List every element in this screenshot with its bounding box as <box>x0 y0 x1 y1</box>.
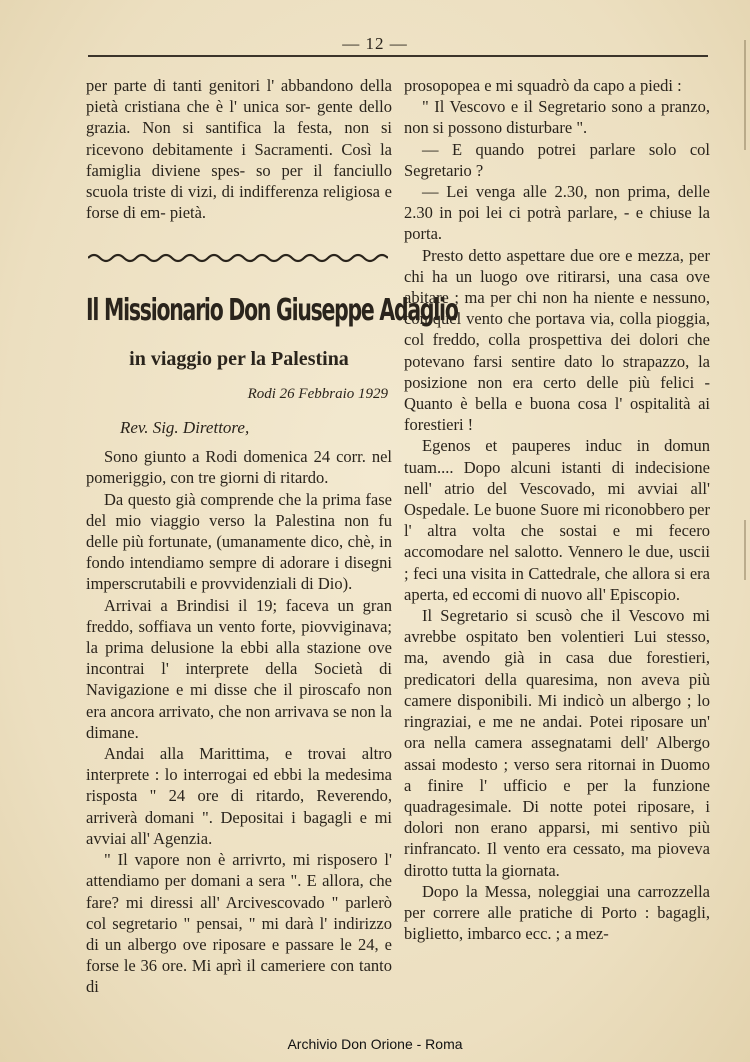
salutation: Rev. Sig. Direttore, <box>120 418 250 438</box>
dateline: Rodi 26 Febbraio 1929 <box>247 385 388 402</box>
page-edge-mark <box>744 40 746 150</box>
header-rule <box>88 55 708 57</box>
text-line: gente dello grazia. Non si santifica la <box>86 97 393 138</box>
ornament-divider <box>88 251 388 265</box>
text-line: per parte di tanti genitori l' abbandono <box>86 76 354 95</box>
paragraph: Sono giunto a Rodi domenica 24 corr. nel pomeriggio, con tre giorni di ritardo. <box>86 447 392 488</box>
paragraph: Egenos et pauperes induc in domun tuam.... Dopo alcuni istanti di indecisione nell' atrio del Vescovado, mi avviai all' Ospedale. Le buone Suore mi riconobbero per l' altra volta che sostai e mi fecero accomodare nel salotto. Vennero le due, uscii ; feci una visita in Cattedrale, che allora si era aperta, ed eccomi di nuovo all' Episcopio. <box>404 436 710 604</box>
paragraph: Arrivai a Brindisi il 19; faceva un gran freddo, soffiava un vento forte, piovviginava; la prima delusione la ebbi alla stazione ove incontrai l' interprete della Società di Navigazione e mi disse che il piroscafo non era ancora arrivato, che non arrivava se non la dimane. <box>86 595 392 742</box>
article-title: Il Missionario Don Giuseppe Adaglio <box>86 292 458 328</box>
text-line: pietà. <box>169 203 207 223</box>
text-line: so per il fanciullo scuola triste di vizi, <box>86 160 392 202</box>
paragraph: Dopo la Messa, noleggiai una carrozzella per correre alle pratiche di Porto : bagagli, biglietto, imbarco ecc. ; a mez- <box>404 881 710 944</box>
page-number: — 12 — <box>342 34 408 53</box>
text-line: Sacramenti. Così la famiglia diviene spes- <box>86 139 393 180</box>
paragraph: Il Segretario si scusò che il Vescovo mi avrebbe ospitato ben volentieri Lui stesso, ma, avendo già in casa due forestieri, predicatori della quaresima, non aveva più camere disponibili. Mi indicò un albergo ; lo ringraziai, e me ne andai. Potei riposare un' ora nella camera assegnatami dell' Albergo assai modesto ; verso sera ritornai in Duomo a finire l' ufficio e per la funzione quadragesimale. Di notte potei riposare, i dolori non erano apparsi, mi sentivo più rinfrancato. Il vento era cessato, ma pioveva dirotto tutta la giornata. <box>404 606 710 880</box>
paragraph: Andai alla Marittima, e trovai altro interprete : lo interrogai ed ebbi la medesima risposta " 24 ore di ritardo, Reverendo, arriverà domani ". Depositai i bagagli e mi avviai all' Agenzia. <box>86 744 392 848</box>
left-column <box>86 75 458 998</box>
right-column <box>404 75 710 944</box>
paragraph: Da questo già comprende che la prima fase del mio viaggio verso la Palestina non fu delle più fortunate, (umanamente dico, chè, in fondo intendiamo sempre di adorare i disegni imperscrutabili e provvidenziali di Dio). <box>86 489 392 594</box>
paragraph-continued: prosopopea e mi squadrò da capo a piedi : <box>404 76 682 95</box>
paragraph: " Il vapore non è arrivrto, mi risposero l' attendiamo per domani a sera ". E allora, che fare? mi diressi all' Arcivescovado " parlerò col segretario " pensai, " mi darà l' indirizzo di un albergo ove riposare e passare le 24, e forse le 36 ore. Mi aprì il cameriere con tanto di <box>86 850 392 997</box>
paragraph: " Il Vescovo e il Segretario sono a pranzo, non si possono disturbare ". <box>404 97 710 138</box>
page-edge-mark <box>744 520 746 580</box>
archive-footer: Archivio Don Orione - Roma <box>287 1036 463 1052</box>
text-line: di indifferenza religiosa e forse di em- <box>86 182 392 223</box>
article-subtitle: in viaggio per la Palestina <box>129 347 349 370</box>
paragraph: — E quando potrei parlare solo col Segretario ? <box>404 139 710 180</box>
text-line: festa, non si ricevono debitamente i <box>86 118 392 159</box>
paragraph: Presto detto aspettare due ore e mezza, per chi ha un luogo ove ritirarsi, una casa ove abitare ; ma per chi non ha niente e nessuno, con quel vento che portava via, colla pioggia, col freddo, colla prospettiva dei dolori che potevano farsi sentire dato lo strapazzo, la posizione non era certo delle più felici - Quanto è bella e buona cosa l' ospitalità ai forestieri ! <box>404 245 710 435</box>
text-line: della pietà cristiana che è l' unica sor- <box>86 76 393 117</box>
paragraph: — Lei venga alle 2.30, non prima, delle 2.30 in poi lei ci potrà parlare, - e chiuse la porta. <box>404 182 710 244</box>
paragraph-continued <box>86 75 392 223</box>
